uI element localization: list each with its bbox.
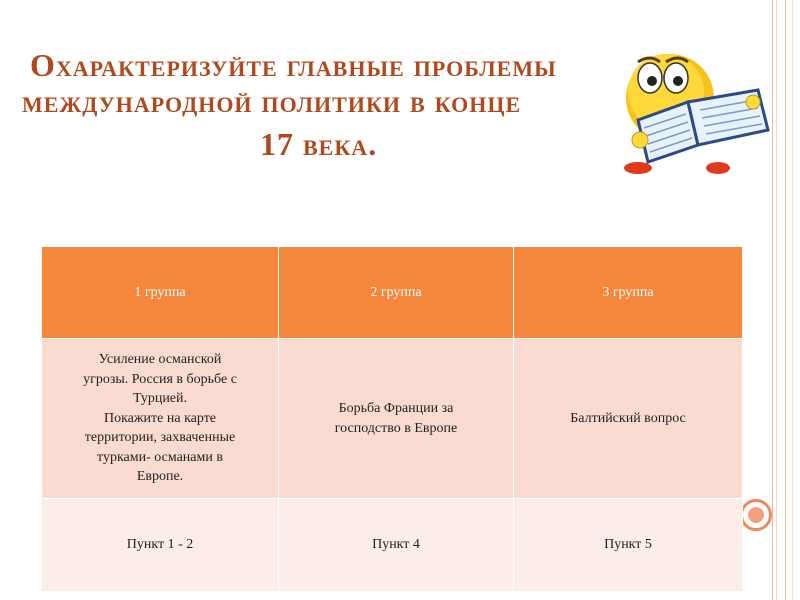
table-row [42, 499, 743, 592]
group-2-topic-line: Борьба Франции за [338, 400, 454, 416]
title-line-2: международной политики в конце [22, 83, 522, 120]
group-1-topic-line: Европе. [136, 469, 184, 485]
group-3-topic-cell: Балтийский вопрос [514, 339, 743, 499]
header-group-2: 2 группа [279, 247, 514, 339]
group-1-topic-line: Турцией. [132, 391, 188, 407]
group-1-topic-line: Покажите на карте [103, 410, 217, 426]
group-1-topic-line: территории, захваченные [84, 430, 236, 446]
edge-decoration-line [785, 0, 786, 600]
table-header-row [42, 247, 743, 339]
group-1-topic-line: Усиление османской [98, 351, 222, 367]
group-3-points-cell: Пункт 5 [514, 499, 743, 592]
group-2-topic-cell [279, 339, 514, 499]
group-2-points-cell: Пункт 4 [279, 499, 514, 592]
smiley-reading-book-icon [608, 50, 778, 180]
group-1-topic-line: угрозы. Россия в борьбе с [83, 371, 237, 387]
edge-decoration-line [792, 0, 793, 600]
header-group-1: 1 группа [42, 247, 279, 339]
title-line-3: 17 века. [260, 125, 378, 162]
group-1-points-cell: Пункт 1 - 2 [42, 499, 279, 592]
groups-table [41, 246, 743, 592]
table-row [42, 339, 743, 499]
group-2-topic-line: господство в Европе [334, 420, 458, 436]
title-line-1: Охарактеризуйте главные проблемы [30, 47, 557, 83]
slide-title [0, 46, 640, 163]
group-1-topic-cell [42, 339, 279, 499]
header-group-3: 3 группа [514, 247, 743, 339]
group-1-topic-line: турками- османами в [97, 449, 223, 465]
edge-circle-decoration [740, 499, 772, 531]
